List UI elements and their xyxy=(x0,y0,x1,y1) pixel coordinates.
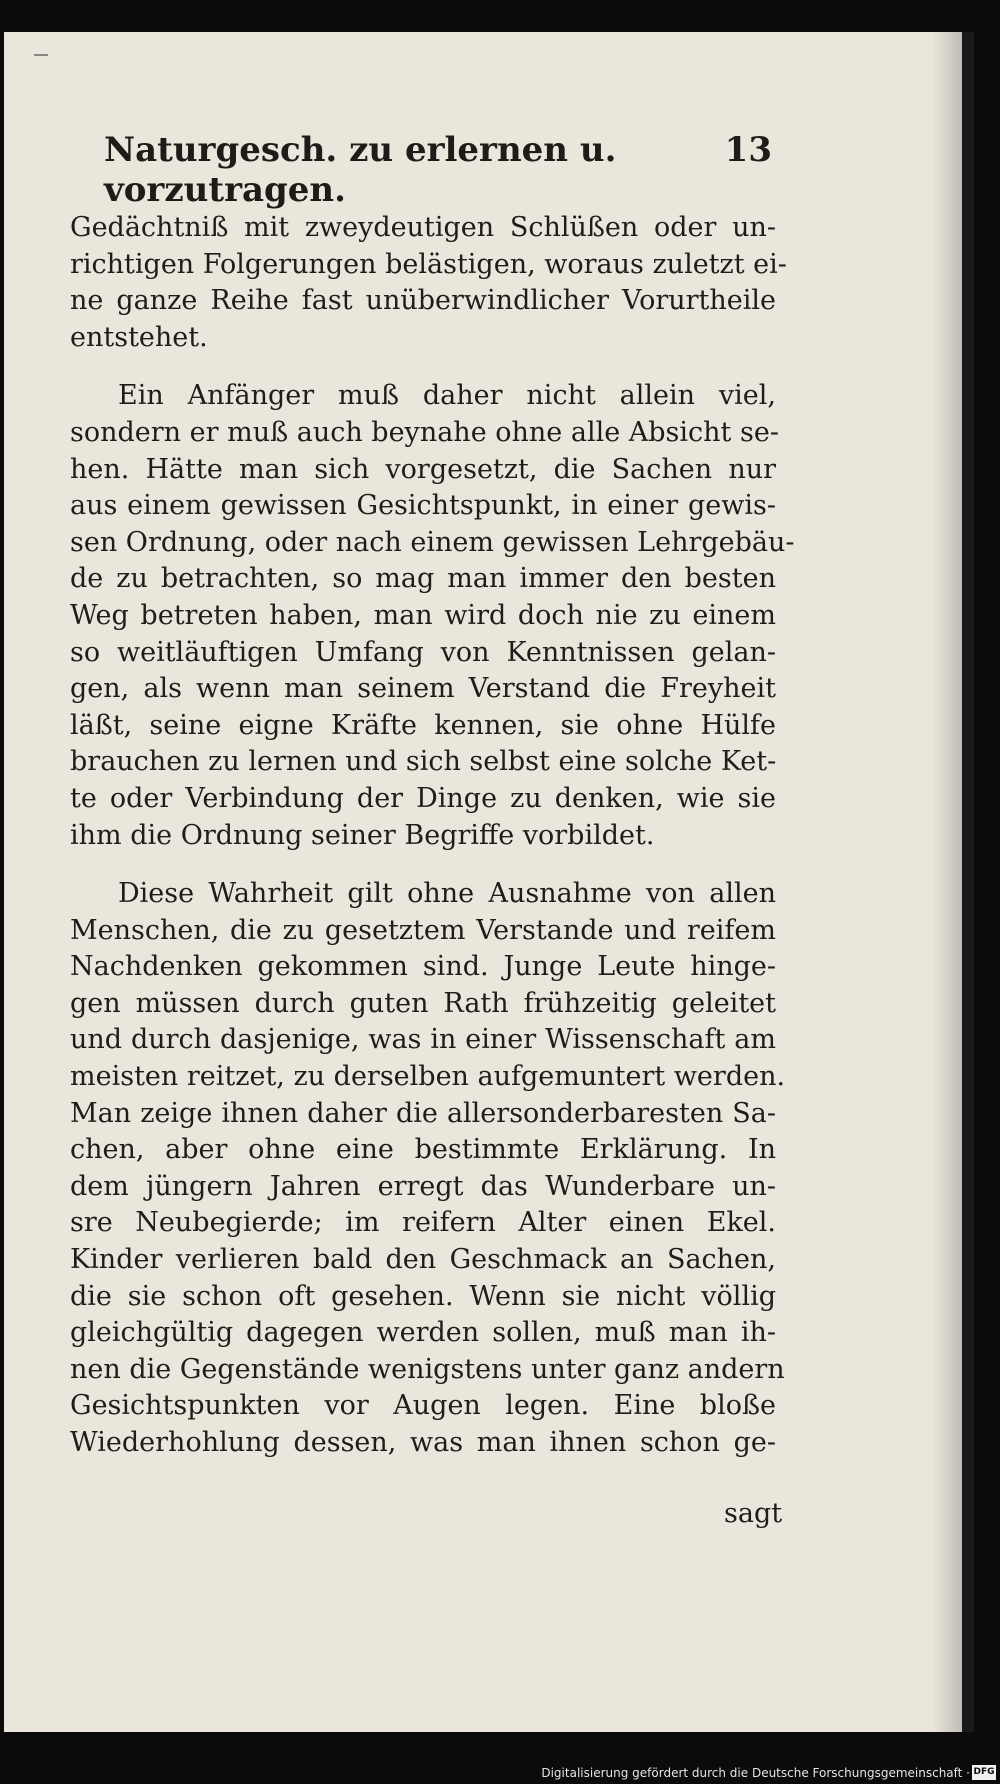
text-line: die sie schon oft gesehen. Wenn sie nicht völlig xyxy=(70,1280,776,1312)
text-line: sondern er muß auch beynahe ohne alle Absicht se- xyxy=(70,416,779,448)
text-line: entstehet. xyxy=(70,321,208,353)
paragraph-gap xyxy=(70,854,776,876)
text-line: läßt, seine eigne Kräfte kennen, sie ohne Hülfe xyxy=(70,709,776,741)
paragraph xyxy=(70,210,787,356)
text-line: ihm die Ordnung seiner Begriffe vorbildet. xyxy=(70,819,655,851)
text-line: Gedächtniß mit zweydeutigen Schlüßen oder un- xyxy=(70,212,776,243)
page-number: 13 xyxy=(724,130,772,170)
text-line: Ein Anfänger muß daher nicht allein viel, xyxy=(118,380,776,412)
text-line: und durch dasjenige, was in einer Wissenschaft am xyxy=(70,1024,776,1056)
text-line: sre Neubegierde; im reifern Alter einen Ekel. xyxy=(70,1207,776,1239)
dfg-logo: DFG xyxy=(972,1765,996,1780)
text-line: de zu betrachten, so mag man immer den besten xyxy=(70,563,776,595)
text-line: gen, als wenn man seinem Verstand die Freyheit xyxy=(70,673,776,705)
text-line: richtigen Folgerungen belästigen, woraus zuletzt ei- xyxy=(70,248,787,280)
text-line: Gesichtspunkten vor Augen legen. Eine bloße xyxy=(70,1390,776,1422)
text-line: brauchen zu lernen und sich selbst eine solche Ket- xyxy=(70,746,777,778)
text-line: ne ganze Reihe fast unüberwindlicher Vorurtheile xyxy=(70,285,776,317)
text-line: Wiederhohlung dessen, was man ihnen schon ge- xyxy=(70,1427,776,1458)
paragraph-gap xyxy=(70,356,776,378)
text-line: dem jüngern Jahren erregt das Wunderbare un- xyxy=(70,1170,776,1202)
running-title: Naturgesch. zu erlernen u. vorzutragen. xyxy=(104,130,617,210)
page-header xyxy=(104,130,772,210)
digitization-footer xyxy=(0,1762,1000,1784)
text-line: Weg betreten haben, man wird doch nie zu einem xyxy=(70,599,776,631)
page-edge-shadow xyxy=(932,32,962,1732)
text-line: nen die Gegenstände wenigstens unter ganz andern xyxy=(70,1353,785,1385)
body-text xyxy=(70,210,795,1462)
text-line: gen müssen durch guten Rath frühzeitig geleitet xyxy=(70,987,776,1019)
text-line: Nachdenken gekommen sind. Junge Leute hinge- xyxy=(70,951,776,983)
text-line: aus einem gewissen Gesichtspunkt, in einer gewis- xyxy=(70,490,776,522)
text-line: Menschen, die zu gesetztem Verstande und reifem xyxy=(70,914,776,946)
text-line: Man zeige ihnen daher die allersonderbaresten Sa- xyxy=(70,1097,776,1129)
text-line: Diese Wahrheit gilt ohne Ausnahme von allen xyxy=(118,878,776,910)
ink-mark xyxy=(34,54,48,56)
text-line: te oder Verbindung der Dinge zu denken, wie sie xyxy=(70,782,776,814)
text-line: hen. Hätte man sich vorgesetzt, die Sachen nur xyxy=(70,453,776,485)
text-line: sen Ordnung, oder nach einem gewissen Lehrgebäu- xyxy=(70,526,795,558)
catchword: sagt xyxy=(724,1498,783,1529)
paragraph xyxy=(70,378,795,854)
paragraph xyxy=(70,876,786,1462)
text-line: chen, aber ohne eine bestimmte Erklärung. In xyxy=(70,1134,776,1166)
text-line: Kinder verlieren bald den Geschmack an Sachen, xyxy=(70,1244,776,1276)
text-line: so weitläuftigen Umfang von Kenntnissen gelan- xyxy=(70,636,776,668)
text-line: meisten reitzet, zu derselben aufgemuntert werden. xyxy=(70,1061,786,1093)
footer-credit: Digitalisierung gefördert durch die Deutsche Forschungsgemeinschaft · xyxy=(541,1766,970,1780)
text-line: gleichgültig dagegen werden sollen, muß man ih- xyxy=(70,1317,776,1349)
